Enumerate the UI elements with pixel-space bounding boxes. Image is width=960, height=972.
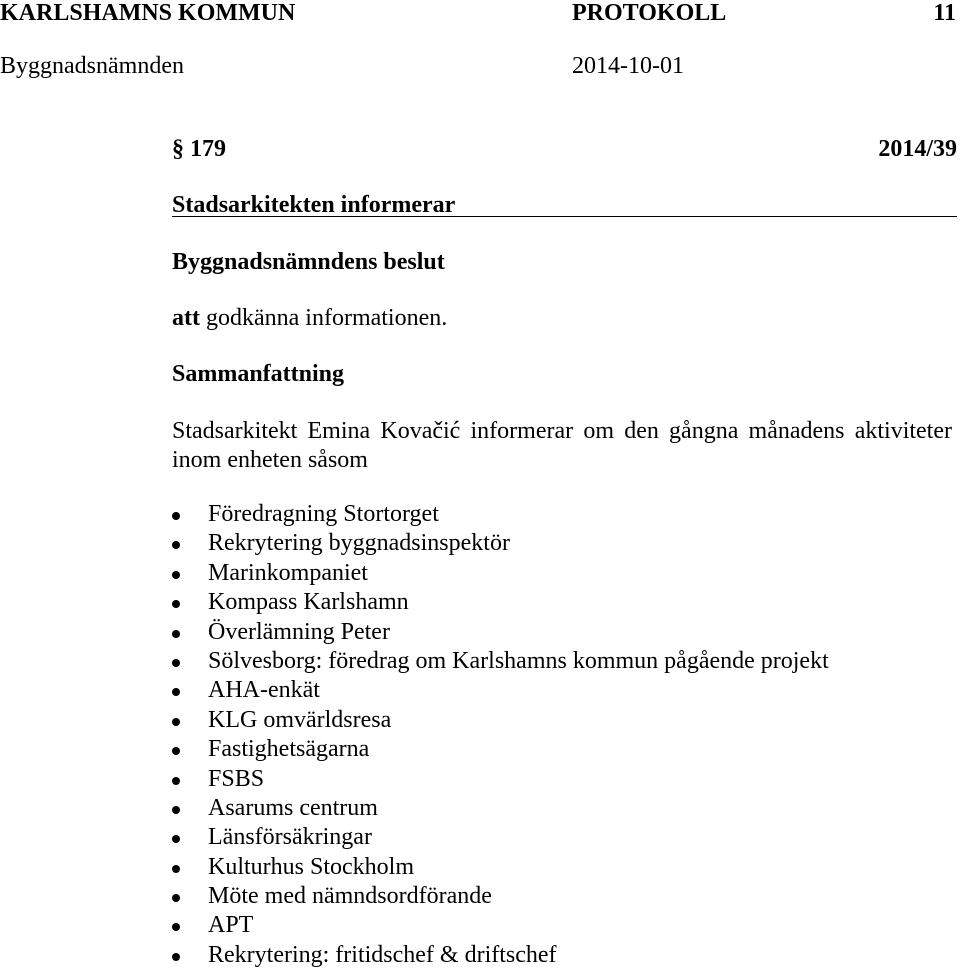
list-item-label: Rekrytering: fritidschef & driftschef — [208, 941, 557, 968]
list-item — [172, 676, 829, 705]
organization-name: KARLSHAMNS KOMMUN — [0, 0, 296, 26]
paragraph-number: § 179 — [172, 136, 226, 162]
list-item-label: FSBS — [208, 765, 265, 792]
list-item — [172, 794, 829, 823]
list-item-label: Föredragning Stortorget — [208, 501, 439, 527]
list-item-label: KLG omvärldsresa — [208, 706, 392, 733]
list-item-label: Asarums centrum — [208, 794, 378, 821]
committee-name: Byggnadsnämnden — [0, 53, 184, 79]
list-item — [172, 823, 829, 852]
list-item — [172, 500, 829, 529]
bullet-icon — [172, 835, 180, 843]
decision-heading: Byggnadsnämndens beslut — [172, 249, 445, 275]
bullet-icon — [172, 571, 180, 579]
list-item-label: Överlämning Peter — [208, 618, 390, 645]
bullet-icon — [172, 541, 180, 549]
list-item-label: Kulturhus Stockholm — [208, 853, 415, 880]
list-item — [172, 706, 829, 735]
list-item — [172, 618, 829, 647]
bullet-icon — [172, 630, 180, 638]
list-item — [172, 911, 829, 940]
list-item — [172, 882, 829, 911]
summary-intro: Stadsarkitekt Emina Kovačić informerar om den gångna månadens aktiviteter inom enheten såsom — [172, 418, 952, 474]
bullet-icon — [172, 600, 180, 608]
meeting-date: 2014-10-01 — [572, 53, 684, 79]
bullet-icon — [172, 865, 180, 873]
list-item — [172, 647, 829, 676]
bullet-icon — [172, 747, 180, 755]
bullet-icon — [172, 718, 180, 726]
list-item — [172, 529, 829, 558]
title-underline — [172, 216, 957, 217]
list-item — [172, 735, 829, 764]
list-item-label: Kompass Karlshamn — [208, 589, 409, 616]
page-number: 11 — [933, 0, 956, 26]
bullet-icon — [172, 688, 180, 696]
list-item-label: Marinkompaniet — [208, 559, 368, 586]
bullet-icon — [172, 923, 180, 931]
bullet-icon — [172, 806, 180, 814]
bullet-icon — [172, 659, 180, 667]
list-item — [172, 765, 829, 794]
activity-list — [172, 500, 829, 970]
list-item — [172, 853, 829, 882]
bullet-icon — [172, 953, 180, 961]
list-item-label: Länsförsäkringar — [208, 824, 372, 851]
list-item-label: Fastighetsägarna — [208, 736, 370, 763]
decision-text — [172, 304, 447, 333]
case-number: 2014/39 — [878, 136, 957, 162]
bullet-icon — [172, 512, 180, 520]
list-item-label: AHA-enkät — [208, 677, 320, 704]
list-item-label: Möte med nämndsordförande — [208, 883, 492, 910]
document-type: PROTOKOLL — [572, 0, 727, 26]
list-item — [172, 941, 829, 970]
list-item-label: APT — [208, 912, 254, 939]
list-item-label: Sölvesborg: föredrag om Karlshamns kommun pågående projekt — [208, 647, 829, 674]
list-item — [172, 559, 829, 588]
decision-body: godkänna informationen. — [205, 305, 448, 331]
bullet-icon — [172, 894, 180, 902]
summary-heading: Sammanfattning — [172, 361, 345, 387]
bullet-icon — [172, 777, 180, 785]
list-item — [172, 588, 829, 617]
item-title: Stadsarkitekten informerar — [172, 192, 456, 218]
att-keyword: att — [172, 305, 200, 331]
list-item-label: Rekrytering byggnadsinspektör — [208, 530, 510, 557]
